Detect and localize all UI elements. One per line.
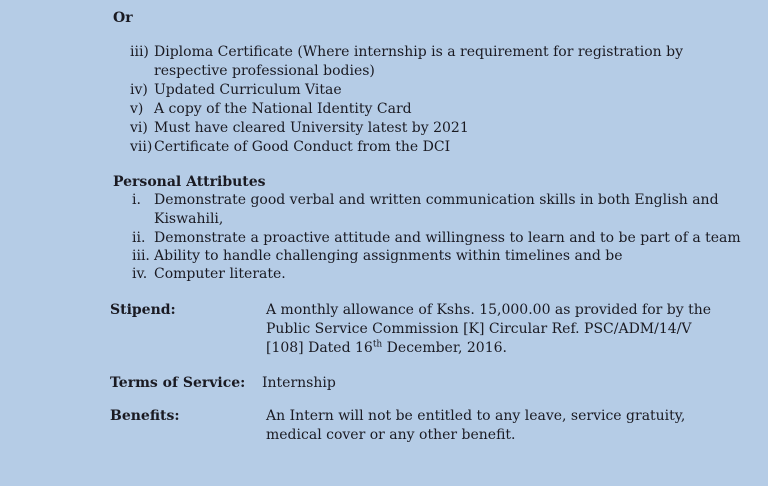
list-item-number: v): [130, 101, 144, 117]
list-item-number: vi): [130, 120, 148, 136]
personal-attributes-heading: Personal Attributes: [113, 174, 266, 190]
list-item-text-continued: respective professional bodies): [154, 63, 375, 79]
list-item-number: vii): [130, 139, 153, 155]
list-item-number: i.: [132, 192, 141, 208]
list-item-text: Demonstrate a proactive attitude and willingness to learn and to be part of a team: [154, 230, 741, 246]
list-item-text: Certificate of Good Conduct from the DCI: [154, 139, 451, 155]
or-heading: Or: [113, 10, 133, 26]
list-item-text: Ability to handle challenging assignments within timelines and be: [154, 248, 623, 264]
stipend-label: Stipend:: [110, 302, 176, 318]
list-item-text-continued: Kiswahili,: [154, 211, 224, 227]
list-item-text: Updated Curriculum Vitae: [154, 82, 342, 98]
stipend-text-line-1: A monthly allowance of Kshs. 15,000.00 as provided for by the: [266, 302, 712, 318]
list-item-text: Diploma Certificate (Where internship is a requirement for registration by: [154, 44, 683, 60]
list-item-text: A copy of the National Identity Card: [154, 101, 412, 117]
list-item-number: iii.: [132, 248, 150, 264]
benefits-text-line-2: medical cover or any other benefit.: [266, 427, 516, 443]
terms-of-service-value: Internship: [262, 375, 336, 391]
list-item-text: Computer literate.: [154, 266, 286, 282]
list-item-text: Demonstrate good verbal and written communication skills in both English and: [154, 192, 719, 208]
list-item-number: iii): [130, 44, 149, 60]
list-item-number: iv.: [132, 266, 148, 282]
terms-of-service-label: Terms of Service:: [110, 375, 246, 391]
list-item-number: ii.: [132, 230, 146, 246]
benefits-label: Benefits:: [110, 408, 180, 424]
list-item-number: iv): [130, 82, 148, 98]
stipend-text-line-2: Public Service Commission [K] Circular Ref. PSC/ADM/14/V: [266, 321, 692, 337]
list-item-text: Must have cleared University latest by 2021: [154, 120, 469, 136]
benefits-text-line-1: An Intern will not be entitled to any leave, service gratuity,: [266, 408, 686, 424]
stipend-text-line-3: [108] Dated 16th December, 2016.: [266, 339, 507, 356]
